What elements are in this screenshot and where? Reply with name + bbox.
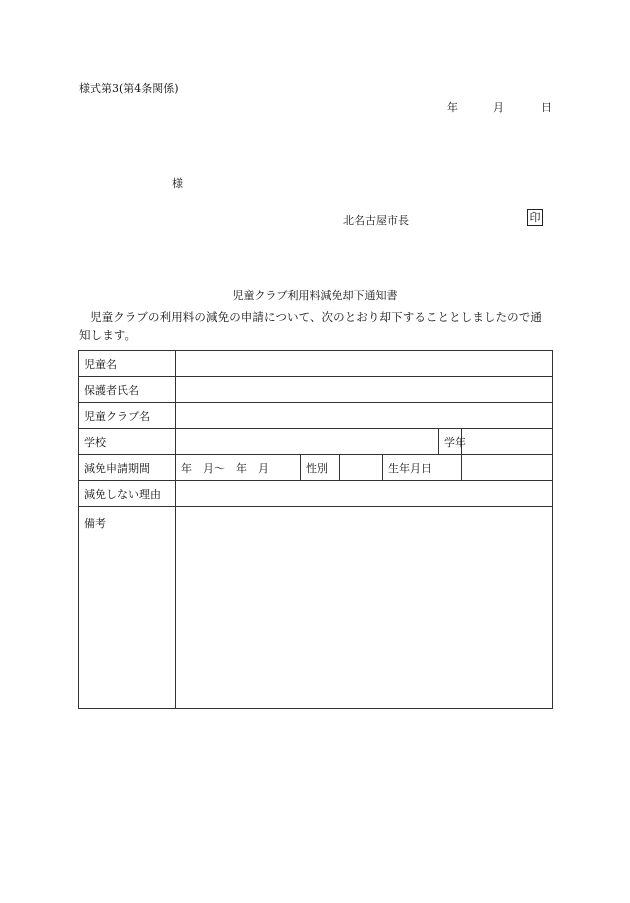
sex-field[interactable] bbox=[340, 455, 383, 481]
row-period bbox=[79, 455, 553, 481]
birth-date-label: 生年月日 bbox=[383, 455, 462, 481]
school-field[interactable] bbox=[176, 429, 439, 455]
date-year-label: 年 bbox=[447, 101, 458, 114]
row-reason bbox=[79, 481, 553, 507]
remarks-field[interactable] bbox=[176, 507, 553, 709]
date-day-label: 日 bbox=[541, 101, 552, 114]
grade-label: 学年 bbox=[439, 429, 462, 455]
seal-mark: 印 bbox=[527, 209, 543, 226]
period-field[interactable]: 年 月～ 年 月 bbox=[176, 455, 301, 481]
sex-label: 性別 bbox=[301, 455, 340, 481]
guardian-name-field[interactable] bbox=[176, 377, 553, 403]
club-name-field[interactable] bbox=[176, 403, 553, 429]
guardian-name-label: 保護者氏名 bbox=[79, 377, 176, 403]
row-school bbox=[79, 429, 553, 455]
issuer-name: 北名古屋市長 bbox=[343, 214, 409, 227]
form-number: 様式第3(第4条関係) bbox=[79, 82, 179, 95]
row-club-name bbox=[79, 403, 553, 429]
reason-field[interactable] bbox=[176, 481, 553, 507]
birth-date-field[interactable] bbox=[462, 455, 553, 481]
row-remarks bbox=[79, 507, 553, 709]
child-name-label: 児童名 bbox=[79, 351, 176, 377]
notice-table bbox=[78, 350, 553, 709]
document-title: 児童クラブ利用料減免却下通知書 bbox=[232, 289, 398, 302]
row-child-name bbox=[79, 351, 553, 377]
school-label: 学校 bbox=[79, 429, 176, 455]
period-label: 減免申請期間 bbox=[79, 455, 176, 481]
row-guardian-name bbox=[79, 377, 553, 403]
addressee-suffix: 様 bbox=[172, 177, 183, 190]
remarks-label: 備考 bbox=[79, 507, 176, 709]
reason-label: 減免しない理由 bbox=[79, 481, 176, 507]
date-month-label: 月 bbox=[493, 101, 504, 114]
grade-field[interactable] bbox=[462, 429, 553, 455]
intro-paragraph: 児童クラブの利用料の減免の申請について、次のとおり却下することとしましたので通知します。 bbox=[79, 310, 542, 342]
child-name-field[interactable] bbox=[176, 351, 553, 377]
club-name-label: 児童クラブ名 bbox=[79, 403, 176, 429]
